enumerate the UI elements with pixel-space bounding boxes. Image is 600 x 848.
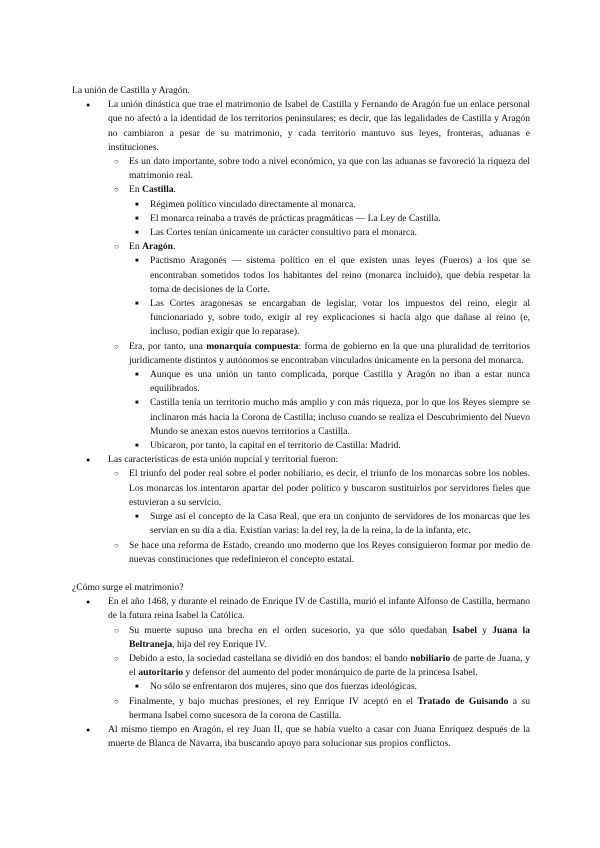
bold-text: Aragón: [142, 241, 173, 253]
section-heading-matrimonio: ¿Cómo surge el matrimonio?: [72, 581, 184, 593]
list-item: [72, 98, 530, 453]
paragraph-text: ● Al mismo tiempo en Aragón, el rey Juan II, que se había vuelto a casar con Juana Enríquez después de la muerte de Blanca de Navarra, iba buscando apoyo para solucionar sus propios conflictos.: [108, 723, 530, 750]
list-item: [133, 198, 530, 212]
bold-text: Isabel: [452, 624, 477, 636]
list-item: [72, 595, 530, 723]
paragraph-text: ■ Régimen político vinculado directamente al monarca.: [150, 198, 356, 210]
paragraph-text: ○ Se hace una reforma de Estado, creando uno moderno que los Reyes consiguieron formar por medio de nuevas constituciones que redefinieron el concepto estatal.: [129, 539, 530, 565]
prefix-text: Debido a esto, la sociedad castellana se dividió en dos bandos: el bando: [129, 652, 408, 664]
list-item: [133, 226, 530, 240]
section-heading-union: La unión de Castilla y Aragón.: [72, 85, 190, 96]
bold-text: nobiliario: [410, 652, 451, 664]
list-item: [112, 652, 530, 695]
list-item: [133, 439, 530, 453]
section2-list: [72, 595, 530, 751]
list-item: [72, 723, 530, 751]
list-item: [112, 539, 530, 567]
paragraph-text: ● Las características de esta unión nupcial y territorial fueron:: [108, 454, 339, 466]
list-item: [112, 467, 530, 538]
prefix-text: En: [129, 241, 140, 253]
prefix-text: Finalmente, y bajo muchas presiones, el rey Enrique IV aceptó en el: [129, 695, 414, 707]
paragraph-text: ● En el año 1468, y durante el reinado de Enrique IV de Castilla, murió el infante Alfonso de Castilla, hermano de la futura reina Isabel la Católica.: [108, 596, 530, 622]
paragraph-text: ■ Aunque es una unión un tanto complicada, porque Castilla y Aragón no iban a estar nunca equilibrados.: [150, 369, 530, 395]
list-item-monarquia-compuesta: [112, 340, 530, 454]
bold-text: autoritario: [138, 667, 184, 679]
paragraph-text: ■ Ubicaron, por tanto, la capital en el territorio de Castilla: Madrid.: [150, 440, 401, 452]
bold-text: Tratado de Guisando: [417, 695, 509, 707]
paragraph-text: ■ Surge así el concepto de la Casa Real, que era un conjunto de servidores de los monarcas que les servían en su día a día. Existían varias: la del rey, la de la reina, la de la infanta, etc.: [150, 511, 530, 537]
bold-text: Juana la Beltraneja: [129, 624, 530, 650]
prefix-text: Era, por tanto, una: [129, 340, 203, 352]
list-item: [133, 680, 530, 694]
suffix-text: y defensor del aumento del poder monárquico de parte de la princesa Isabel.: [185, 667, 478, 679]
list-item: [133, 212, 530, 226]
suffix-text: .: [173, 241, 176, 253]
paragraph-text: ● La unión dinástica que trae el matrimonio de Isabel de Castilla y Fernando de Aragón fue un enlace personal que no afectó a la identidad de los territorios peninsulares; es decir, que las legalidades de Castilla y Aragón no cambiaron a pesar de su matrimonio, y cada territorio mantuvo sus leyes, fronteras, aduanas e instituciones.: [108, 99, 530, 153]
section1-list: [72, 98, 530, 567]
bold-text: Castilla: [142, 184, 174, 196]
paragraph-text: ■ Castilla tenía un territorio mucho más amplio y con más riqueza, por lo que los Reyes siempre se inclinaron más hacia la Corona de Castilla; incluso cuando se realiza el Descubrimiento del Nuevo Mundo se anexan estos nuevos territorios a Castilla.: [150, 397, 530, 437]
list-item: [133, 510, 530, 538]
paragraph-text: ■ Las Cortes aragonesas se encargaban de legislar, votar los impuestos del reino, elegir al funcionariado y, sobre todo, exigir al rey explicaciones si hacía algo que dañase al reino (e, incluso, podían exigir que lo reparase).: [150, 298, 530, 338]
paragraph-text: ■ El monarca reinaba a través de prácticas pragmáticas — La Ley de Castilla.: [150, 212, 441, 224]
list-item: [112, 624, 530, 652]
list-item: [112, 155, 530, 183]
list-item-aragon: [112, 240, 530, 339]
paragraph-text: ○ El triunfo del poder real sobre el poder nobiliario, es decir, el triunfo de los monarcas sobre los nobles. Los monarcas los intentaron apartar del poder político y buscaron sustituirlos por servidores fieles que estuvieran a su servicio.: [129, 468, 530, 508]
list-item-castilla: [112, 183, 530, 240]
paragraph-text: ○ Es un dato importante, sobre todo a nivel económico, ya que con las aduanas se favoreció la riqueza del matrimonio real.: [129, 156, 530, 182]
list-item: [72, 453, 530, 567]
list-item: [133, 368, 530, 396]
list-item: [112, 695, 530, 723]
list-item: [133, 396, 530, 439]
suffix-text: a su hermana Isabel como sucesora de la corona de Castilla.: [129, 695, 531, 721]
suffix-text: .: [173, 184, 176, 196]
list-item: [133, 254, 530, 297]
prefix-text: Su muerte supuso una brecha en el orden sucesorio, ya que sólo quedaban: [129, 624, 448, 636]
suffix-text: , hija del rey Enrique IV.: [172, 638, 267, 650]
mid-text: y: [482, 624, 487, 636]
bold-text: monarquía compuesta: [206, 340, 299, 352]
paragraph-text: ■ Las Cortes tenían únicamente un carácter consultivo para el monarca.: [150, 227, 417, 239]
prefix-text: En: [129, 184, 140, 196]
suffix-text: : forma de gobierno en la que una pluralidad de territorios jurídicamente distintos y autónomos se encontraban vinculados únicamente en la persona del monarca.: [129, 340, 530, 366]
paragraph-text: ■ Pactismo Aragonés — sistema político en el que existen unas leyes (Fueros) a los que se encontraban sometidos todos los habitantes del reino (monarca incluido), que debía respetar la toma de decisiones de la Corte.: [150, 255, 530, 295]
spacer: [72, 567, 530, 581]
paragraph-text: ■ No sólo se enfrentaron dos mujeres, sino que dos fuerzas ideológicas.: [150, 681, 417, 693]
mid-text: de parte de Juana, y el: [129, 652, 530, 679]
list-item: [133, 297, 530, 340]
